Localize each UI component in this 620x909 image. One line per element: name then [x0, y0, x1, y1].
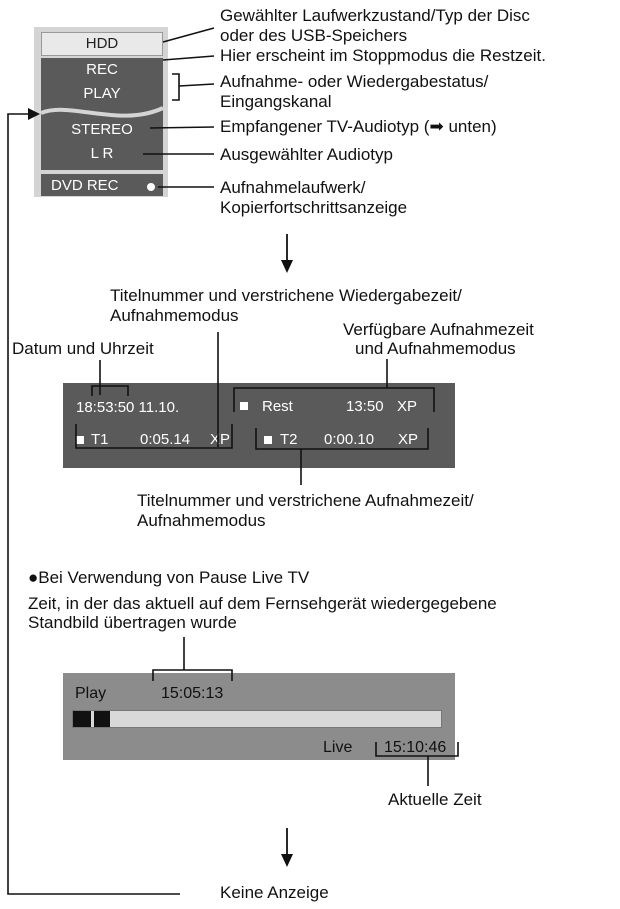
title-playback-label-1: Titelnummer und verstrichene Wiedergabezeit/ [110, 286, 462, 305]
hdd-label: HDD [85, 35, 119, 52]
pause-progress-separator [91, 711, 94, 727]
rec-drive-label-2: Kopierfortschrittsanzeige [220, 198, 408, 217]
t2-mode: XP [398, 431, 419, 448]
t1-time: 0:05.14 [140, 431, 191, 448]
pause-live-bullet: ●Bei Verwendung von Pause Live TV [28, 568, 310, 587]
t2-time: 0:00.10 [324, 431, 375, 448]
clock-text: 18:53:50 11.10. [76, 399, 180, 416]
rest-label: Rest [262, 398, 293, 415]
rec-label: REC [86, 61, 118, 78]
status-label-1: Aufnahme- oder Wiedergabestatus/ [220, 72, 489, 91]
t1-mode: XP [210, 431, 231, 448]
dvd-rec-label: DVD REC [51, 177, 119, 194]
datetime-label: Datum und Uhrzeit [12, 339, 154, 358]
stereo-label: STEREO [71, 121, 133, 138]
drive-type-label-1: Gewählter Laufwerkzustand/Typ der Disc [220, 6, 530, 25]
title-rec-label-1: Titelnummer und verstrichene Aufnahmezeit/ [137, 491, 474, 510]
t2-square-icon [264, 436, 272, 444]
live-label: Live [323, 739, 353, 756]
drive-type-label-2: oder des USB-Speichers [220, 26, 408, 45]
pause-desc-1: Zeit, in der das aktuell auf dem Fernsehgerät wiedergegebene [28, 594, 497, 613]
play-label: PLAY [83, 85, 121, 102]
rest-time: 13:50 [346, 398, 384, 415]
audio-type-label: Ausgewählter Audiotyp [220, 145, 393, 164]
lr-label: L R [90, 145, 114, 162]
title-playback-label-2: Aufnahmemodus [110, 306, 239, 325]
t1-label: T1 [91, 431, 109, 448]
dvd-rec-dot-icon [147, 183, 155, 191]
pause-desc-2: Standbild übertragen wurde [28, 613, 237, 632]
status-label-2: Eingangskanal [220, 92, 332, 111]
no-display-label: Keine Anzeige [220, 883, 329, 902]
live-time: 15:10:46 [384, 739, 447, 756]
available-time-label-1: Verfügbare Aufnahmezeit [343, 320, 534, 339]
title-rec-label-2: Aufnahmemodus [137, 511, 266, 530]
pause-progress-bar [72, 710, 442, 728]
rest-square-icon [240, 402, 248, 410]
rest-mode: XP [397, 398, 418, 415]
t2-label: T2 [280, 431, 298, 448]
remaining-time-label: Hier erscheint im Stoppmodus die Restzeit. [220, 46, 546, 65]
play-label-pause: Play [75, 685, 107, 702]
available-time-label-2: und Aufnahmemodus [355, 339, 516, 358]
tv-audio-label: Empfangener TV-Audiotyp (➡ unten) [220, 117, 497, 136]
play-time: 15:05:13 [161, 685, 224, 702]
current-time-label: Aktuelle Zeit [388, 790, 482, 809]
time-panel [63, 383, 455, 468]
t1-square-icon [76, 436, 84, 444]
rec-drive-label-1: Aufnahmelaufwerk/ [220, 178, 366, 197]
